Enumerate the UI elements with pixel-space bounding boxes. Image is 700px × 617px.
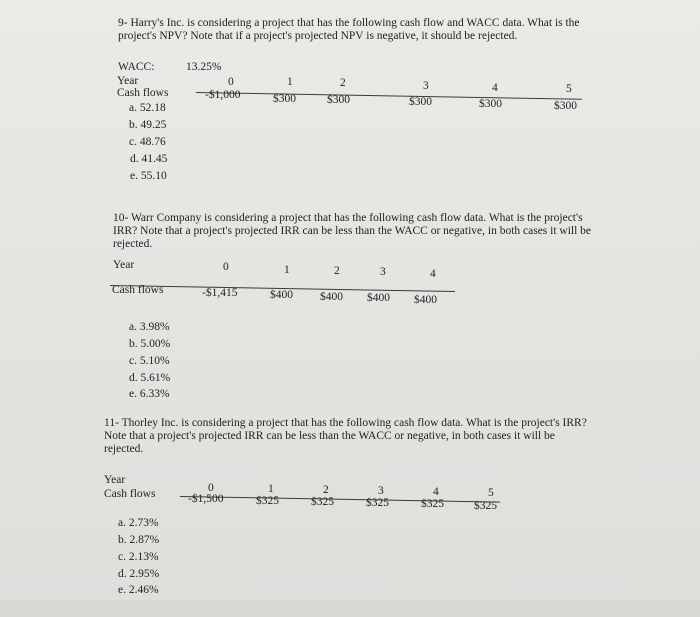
q9-year-1: 1 <box>287 76 293 88</box>
q11-prompt-line-1: 11- Thorley Inc. is considering a project that has the following cash flow data. What is the project's IRR? <box>104 417 587 429</box>
q11-option-a[interactable]: a. 2.73% <box>118 517 159 529</box>
q11-year-0: 0 <box>208 482 214 494</box>
q10-option-d[interactable]: d. 5.61% <box>129 372 171 384</box>
q11-cf-2: $325 <box>311 496 334 508</box>
q10-option-c[interactable]: c. 5.10% <box>129 355 170 367</box>
q11-year-4: 4 <box>433 486 439 498</box>
q11-year-1: 1 <box>268 483 274 495</box>
q10-option-b[interactable]: b. 5.00% <box>129 338 171 350</box>
q9-option-a[interactable]: a. 52.18 <box>129 102 166 114</box>
q9-wacc-value: 13.25% <box>186 61 222 73</box>
q11-prompt-line-2: Note that a project's projected IRR can be less than the WACC or negative, in both cases it will be <box>104 430 555 442</box>
q10-cf-3: $400 <box>367 292 390 304</box>
q11-cf-0: -$1,500 <box>188 493 224 505</box>
q11-cf-5: $325 <box>474 500 497 512</box>
q10-prompt-line-2: IRR? Note that a project's projected IRR can be less than the WACC or negative, in both cases it will be <box>113 225 592 237</box>
q10-year-label: Year <box>113 259 135 271</box>
q10-year-4: 4 <box>430 268 436 280</box>
q10-option-a[interactable]: a. 3.98% <box>129 321 170 333</box>
q9-option-c[interactable]: c. 48.76 <box>129 136 166 148</box>
q9-year-2: 2 <box>340 77 346 89</box>
q9-wacc-label: WACC: <box>118 61 155 73</box>
q9-cf-4: $300 <box>479 98 502 110</box>
q11-cf-1: $325 <box>256 495 279 507</box>
q10-year-3: 3 <box>380 266 386 278</box>
q10-year-1: 1 <box>284 264 290 276</box>
q9-option-b[interactable]: b. 49.25 <box>129 119 167 131</box>
q11-year-2: 2 <box>323 484 329 496</box>
q10-cf-4: $400 <box>414 294 437 306</box>
q10-year-2: 2 <box>334 265 340 277</box>
q9-cf-0: -$1,000 <box>205 89 241 101</box>
q9-prompt-line-1: 9- Harry's Inc. is considering a project that has the following cash flow and WACC data. What is the <box>118 17 580 29</box>
q10-cf-2: $400 <box>320 291 343 303</box>
question-11 <box>0 410 700 600</box>
q11-option-b[interactable]: b. 2.87% <box>118 534 160 546</box>
q9-option-e[interactable]: e. 55.10 <box>130 170 167 182</box>
q11-option-c[interactable]: c. 2.13% <box>118 551 159 563</box>
q9-cf-5: $300 <box>554 100 577 112</box>
q9-year-0: 0 <box>228 76 234 88</box>
q9-year-3: 3 <box>423 80 429 92</box>
question-10 <box>0 200 700 400</box>
q9-year-5: 5 <box>566 83 572 95</box>
q10-prompt-line-3: rejected. <box>113 238 153 250</box>
bottom-shadow <box>0 600 700 617</box>
q11-option-e[interactable]: e. 2.46% <box>118 584 159 596</box>
q11-year-3: 3 <box>378 485 384 497</box>
q11-option-d[interactable]: d. 2.95% <box>118 568 160 580</box>
q9-year-label: Year <box>117 75 139 87</box>
q11-prompt-line-3: rejected. <box>104 443 144 455</box>
q9-prompt-line-2: project's NPV? Note that if a project's projected NPV is negative, it should be rejected. <box>118 30 518 42</box>
q9-option-d[interactable]: d. 41.45 <box>130 153 168 165</box>
q11-cf-3: $325 <box>366 497 389 509</box>
q11-year-5: 5 <box>488 487 494 499</box>
q10-option-e[interactable]: e. 6.33% <box>129 388 170 400</box>
q11-year-label: Year <box>104 474 126 486</box>
q9-year-4: 4 <box>492 82 498 94</box>
q10-prompt-line-1: 10- Warr Company is considering a project that has the following cash flow data. What is the project's <box>113 212 583 224</box>
q9-cash-flows-label: Cash flows <box>117 87 169 99</box>
q9-table-rule <box>196 92 582 100</box>
question-9 <box>0 0 700 190</box>
q9-cf-1: $300 <box>273 93 296 105</box>
q11-cash-flows-label: Cash flows <box>104 488 156 500</box>
q9-cf-2: $300 <box>327 94 350 106</box>
q10-cash-flows-label: Cash flows <box>112 284 164 296</box>
q10-year-0: 0 <box>223 261 229 273</box>
q11-cf-4: $325 <box>421 498 444 510</box>
q10-cf-1: $400 <box>270 289 293 301</box>
q10-cf-0: -$1,415 <box>202 287 238 299</box>
q9-cf-3: $300 <box>409 96 432 108</box>
q11-table-rule <box>180 496 500 503</box>
